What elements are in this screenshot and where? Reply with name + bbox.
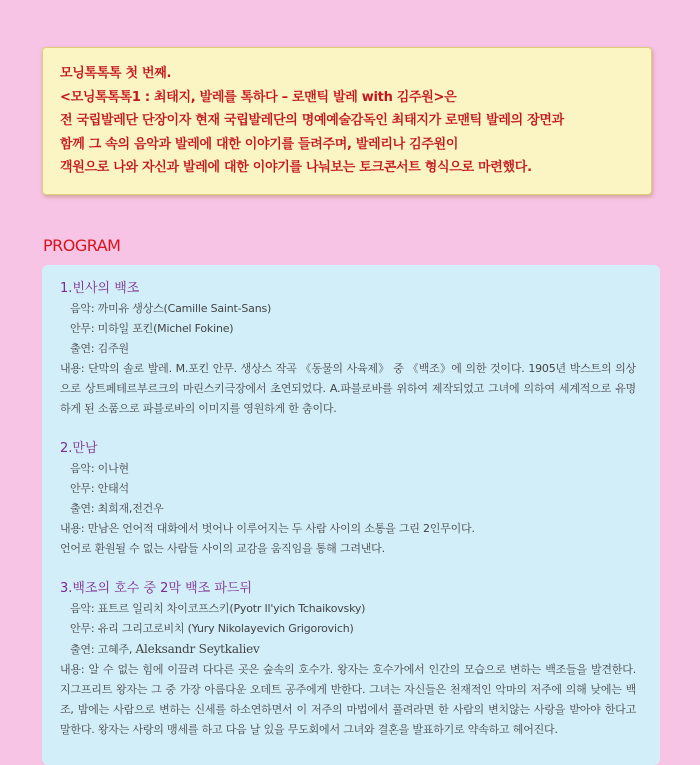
choreography-credit: 안무: 유리 그리고로비치 (Yury Nikolayevich Grigorovich)	[70, 622, 354, 635]
cast-credit	[60, 639, 660, 660]
intro-line-3: 전 국립발레단 단장이자 현재 국립발레단의 명예예술감독인 최태지가 로맨틱 발레의 장면과	[60, 113, 564, 128]
intro-line-5: 객원으로 나와 자신과 발레에 대한 이야기를 나눠보는 토크콘서트 형식으로 마련했다.	[60, 160, 532, 175]
choreography-credit: 안무: 미하일 포킨(Michel Fokine)	[70, 322, 234, 335]
section-title: 3.백조의 호수 중 2막 백조 파드뒤	[60, 581, 253, 596]
program-box	[42, 265, 660, 765]
section-description: 내용: 알 수 없는 힘에 이끌려 다다른 곳은 숲속의 호수가. 왕자는 호수가에서 인간의 모습으로 변하는 백조들을 발견한다. 지그프리트 왕자는 그 중 가장 아름다운 오데트 공주에게 반한다. 그녀는 자신들은 천재적인 악마의 저주에 의해 낮에는 백조, 밤에는 사람으로 변하는 신세를 하소연하면서 이 저주의 마법에서 풀려라면 한 사람의 변치않는 사랑을 받아야 한다고 말한다. 왕자는 사랑의 맹세를 하고 다음 날 있을 무도회에서 그녀와 결혼을 발표하기로 약속하고 헤어진다.	[60, 663, 636, 736]
music-credit: 음악: 까미유 생상스(Camille Saint-Sans)	[70, 302, 272, 315]
section-description: 내용: 만남은 언어적 대화에서 벗어나 이루어지는 두 사람 사이의 소통을 그린 2인무이다.	[60, 522, 475, 535]
section-description-line-2: 언어로 환원될 수 없는 사람들 사이의 교감을 움직임을 통해 그려낸다.	[60, 542, 385, 555]
program-section-2	[60, 439, 660, 559]
music-credit: 음악: 이나현	[70, 462, 129, 475]
section-description: 내용: 단막의 솔로 발레. M.포킨 안무. 생상스 작곡 《동물의 사육제》 중 《백조》에 의한 것이다. 1905년 박스트의 의상으로 상트페테르부르크의 마린스키극장에서 초연되었다. A.파블로바를 위하여 제작되었고 그녀에 의하여 세계적으로 유명하게 된 소품으로 파블로바의 이미지를 영원하게 한 춤이다.	[60, 362, 636, 415]
music-credit: 음악: 표트르 일리치 차이코프스키(Pyotr Il'yich Tchaikovsky)	[70, 602, 366, 615]
section-title: 1.빈사의 백조	[60, 281, 140, 296]
program-section-3	[60, 579, 660, 740]
intro-line-1: 모닝톡톡톡 첫 번째.	[60, 66, 172, 81]
cast-name: Aleksandr Seytkaliev	[135, 642, 260, 656]
program-section-1	[60, 279, 660, 419]
cast-credit: 출연: 김주원	[70, 342, 129, 355]
intro-box	[42, 47, 652, 195]
choreography-credit: 안무: 안태석	[70, 482, 129, 495]
section-title: 2.만남	[60, 441, 98, 456]
cast-prefix: 출연: 고혜주,	[70, 643, 133, 656]
intro-line-4: 함께 그 속의 음악과 발레에 대한 이야기를 들려주며, 발레리나 김주원이	[60, 136, 459, 152]
intro-line-2: <모닝톡톡톡1 : 최태지, 발레를 톡하다 – 로맨틱 발레 with 김주원>은	[60, 89, 457, 105]
cast-credit: 출연: 최희재,전건우	[70, 502, 164, 515]
program-heading: PROGRAM	[43, 236, 121, 255]
